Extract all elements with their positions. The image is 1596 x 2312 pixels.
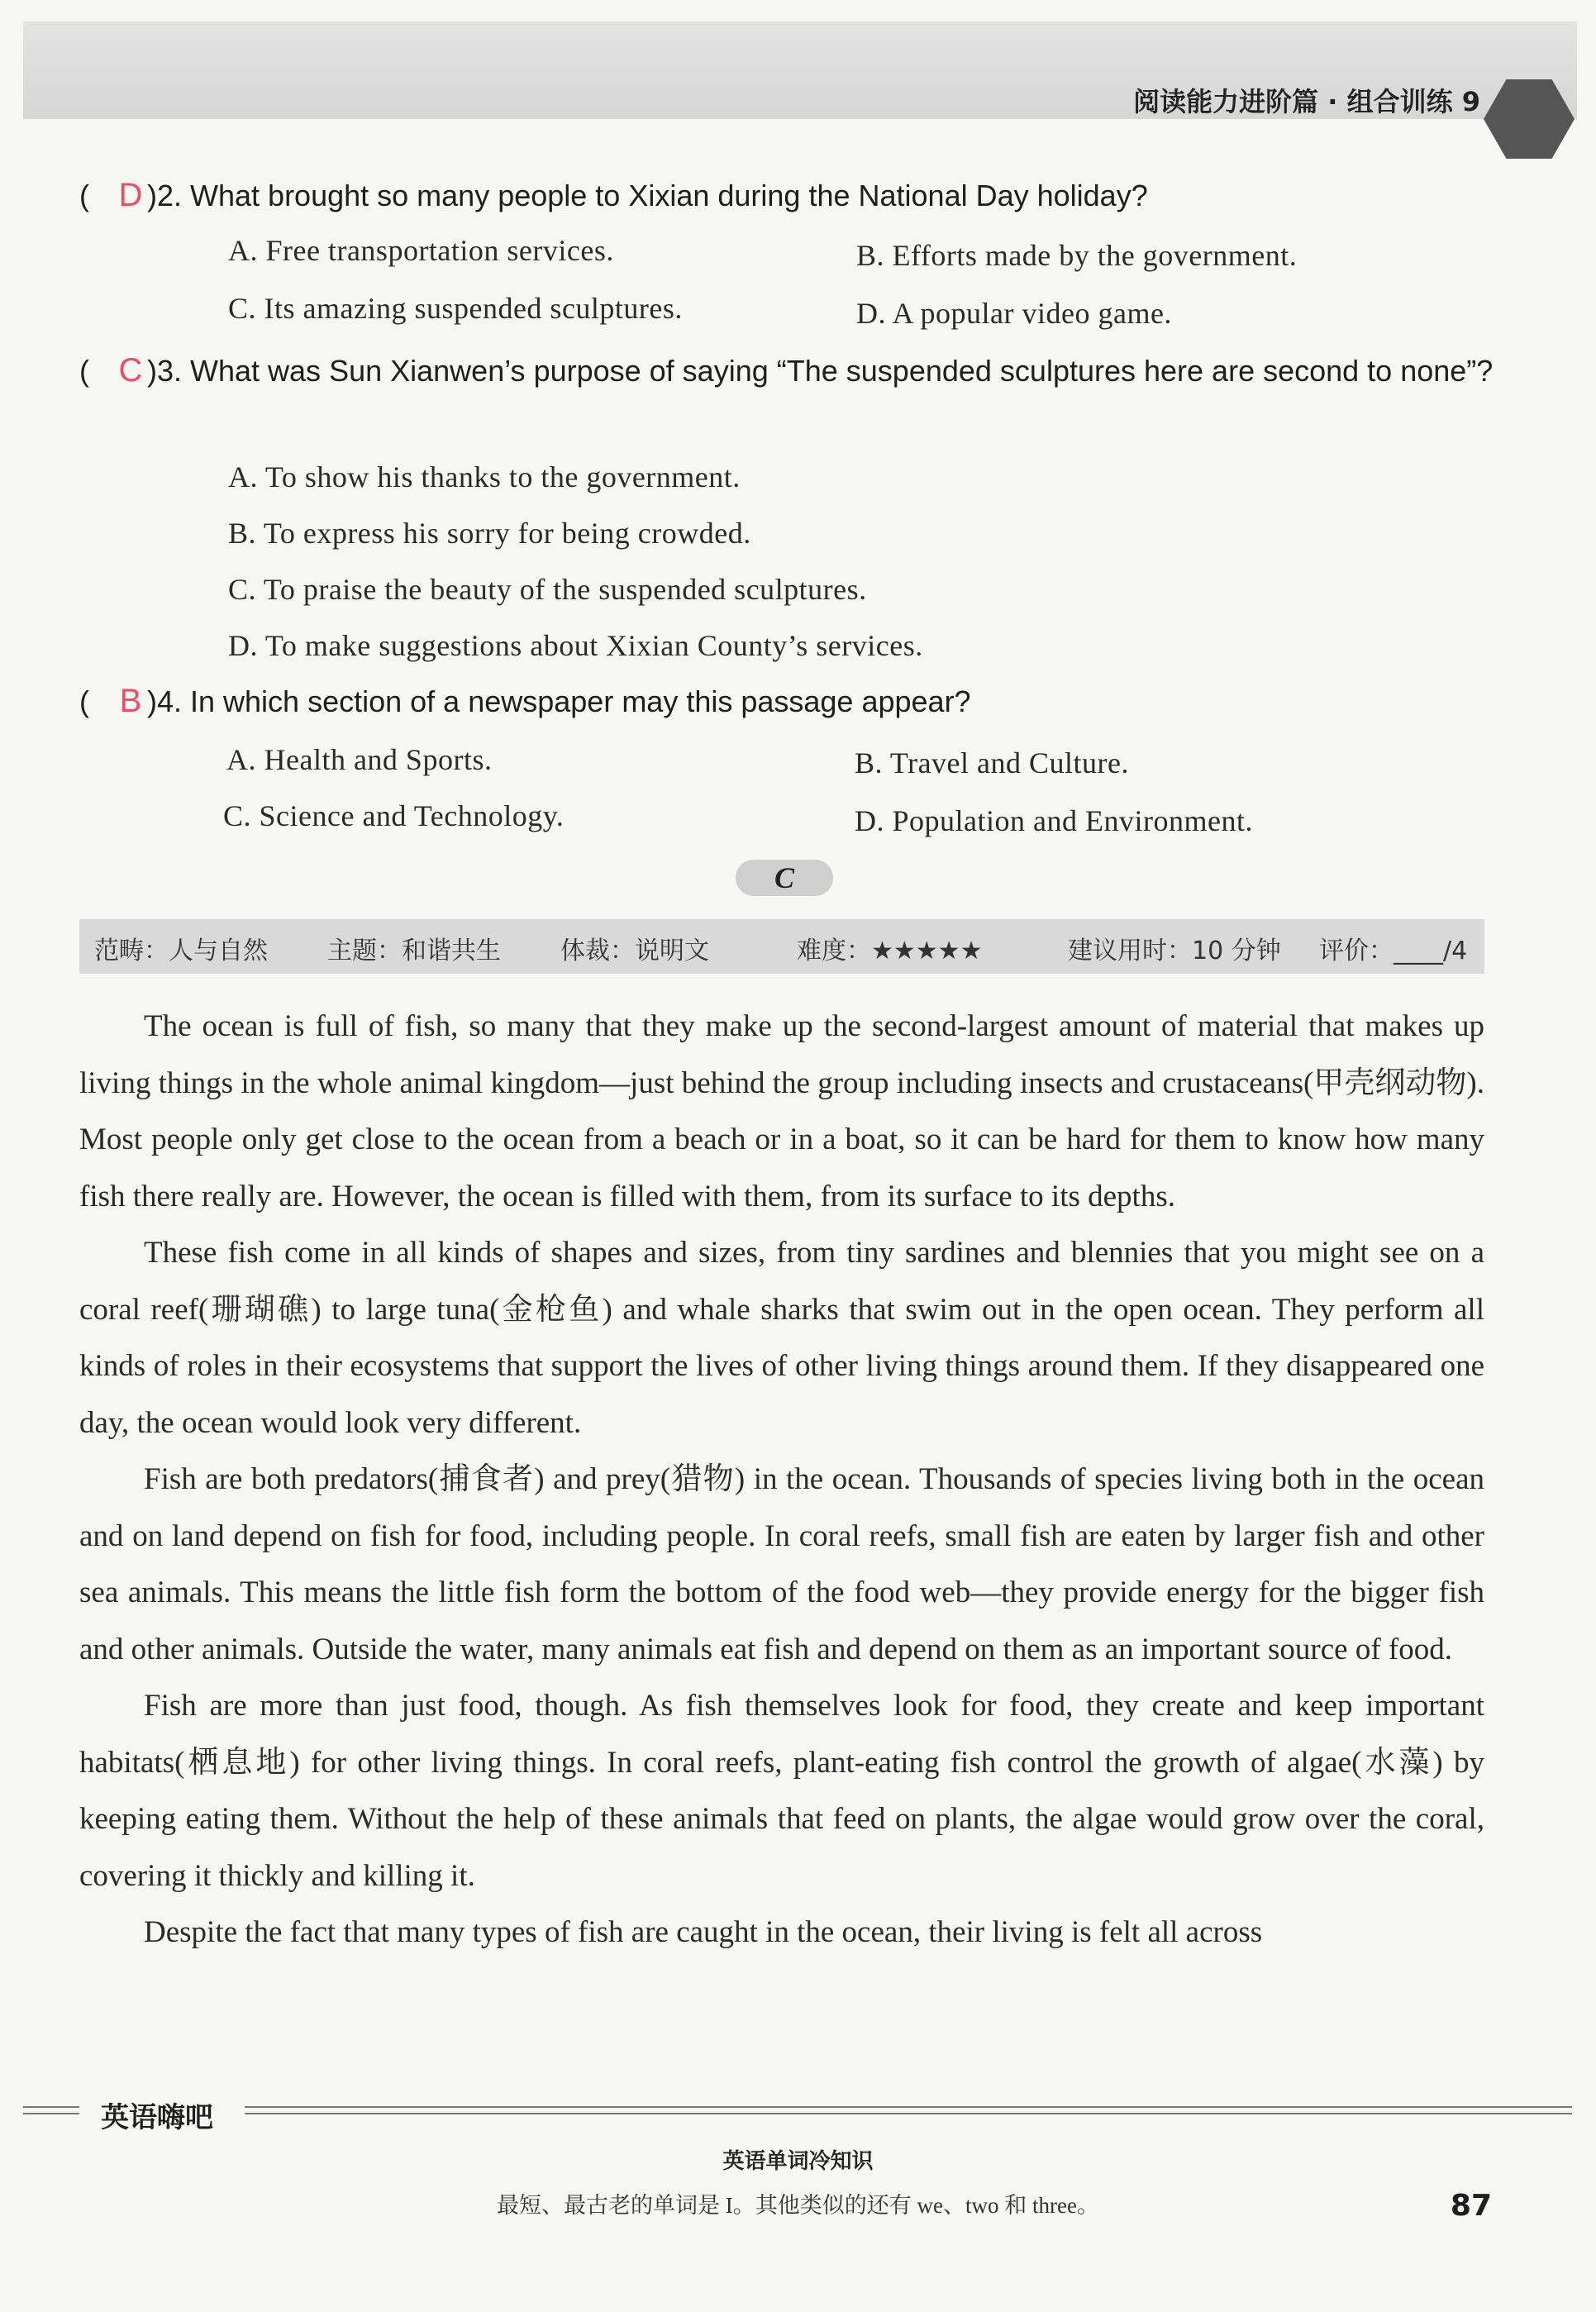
info-category: 范畴：人与自然 [94,937,268,965]
footer-tip: 最短、最古老的单词是 I。其他类似的还有 we、two 和 three。 [497,2193,1099,2218]
option-a: A. To show his thanks to the government. [228,460,741,493]
option-a: A. Free transportation services. [228,234,614,267]
passage-paragraph: Fish are more than just food, though. As fish themselves look for food, they create and keep important habitats(栖息地) for other living things. In coral reefs, plant-eating fish control the growth of algae(水藻) by keeping eating them. Without the help of these animals that feed on plants, the algae would grow over the coral, covering it thickly and killing it. [79,1689,1484,1893]
footer-divider-left-2 [23,2113,79,2114]
option-b: B. To express his sorry for being crowded. [228,517,751,550]
option-c: C. To praise the beauty of the suspended sculptures. [228,573,867,606]
option-c: C. Science and Technology. [223,799,565,832]
option-b: B. Efforts made by the government. [856,239,1298,272]
option-d: D. To make suggestions about Xixian County’s services. [228,629,923,662]
footer-divider-right [245,2106,1572,2108]
section-title: 阅读能力进阶篇 · 组合训练 9 [1133,86,1480,117]
question-4 [79,683,971,720]
question-text: What brought so many people to Xixian during the National Day holiday? [190,179,1148,212]
question-number: )2. [147,179,183,212]
passage-paragraph: Fish are both predators(捕食者) and prey(猎物) in the ocean. Thousands of species living both in the ocean and on land depend on fish for food, including people. In coral reefs, small fish are eaten by larger fish and other sea animals. This means the little fish form the bottom of the food web—they provide energy for the bigger fish and other animals. Outside the water, many animals eat fish and depend on them as an important source of food. [79,1462,1484,1666]
question-text: In which section of a newspaper may this passage appear? [190,684,971,718]
page-number: 87 [1450,2189,1492,2223]
option-d: D. Population and Environment. [855,804,1253,837]
info-difficulty: 难度：★★★★★ [797,937,983,965]
option-a: A. Health and Sports. [226,743,493,776]
info-genre: 体裁：说明文 [560,937,709,965]
paren-open: ( [79,684,89,718]
question-number: )4. [147,684,183,718]
info-time: 建议用时：10 分钟 [1068,937,1281,965]
paren-open: ( [79,354,89,388]
footer-divider-right-2 [245,2113,1572,2114]
answer-mark: C [118,352,143,389]
option-d: D. A popular video game. [856,297,1172,330]
question-text: What was Sun Xianwen’s purpose of saying “The suspended sculptures here are second to none”? [190,354,1494,388]
info-theme: 主题：和谐共生 [327,937,501,965]
question-2 [79,177,1148,214]
question-3 [79,344,1509,398]
info-bar [79,919,1484,974]
option-b: B. Travel and Culture. [855,746,1129,779]
info-score: 评价：____/4 [1319,937,1468,965]
footer-divider-left [23,2106,79,2108]
footer-heading: 英语单词冷知识 [722,2149,874,2174]
answer-mark: D [118,177,143,213]
passage-paragraph: Despite the fact that many types of fish are caught in the ocean, their living is felt all across [144,1915,1263,1949]
passage-paragraph: The ocean is full of fish, so many that they make up the second-largest amount of material that makes up living things in the whole animal kingdom—just behind the group including insects and crustaceans(甲壳纲动物). Most people only get close to the ocean from a beach or in a boat, so it can be hard for them to know how many fish there really are. However, the ocean is filled with them, from its surface to its depths. [79,1009,1484,1213]
footer-brand: 英语嗨吧 [101,2101,213,2134]
option-c: C. Its amazing suspended sculptures. [228,292,683,325]
answer-mark: B [119,683,142,719]
passage-paragraph: These fish come in all kinds of shapes and sizes, from tiny sardines and blennies that you might see on a coral reef(珊瑚礁) to large tuna(金枪鱼) and whale sharks that swim out in the open ocean. They perform all kinds of roles in their ecosystems that support the lives of other living things around them. If they disappeared one day, the ocean would look very different. [79,1236,1484,1440]
section-label-badge: C [736,860,833,896]
paren-open: ( [79,179,89,212]
question-number: )3. [147,354,183,388]
reading-passage [79,999,1484,1962]
